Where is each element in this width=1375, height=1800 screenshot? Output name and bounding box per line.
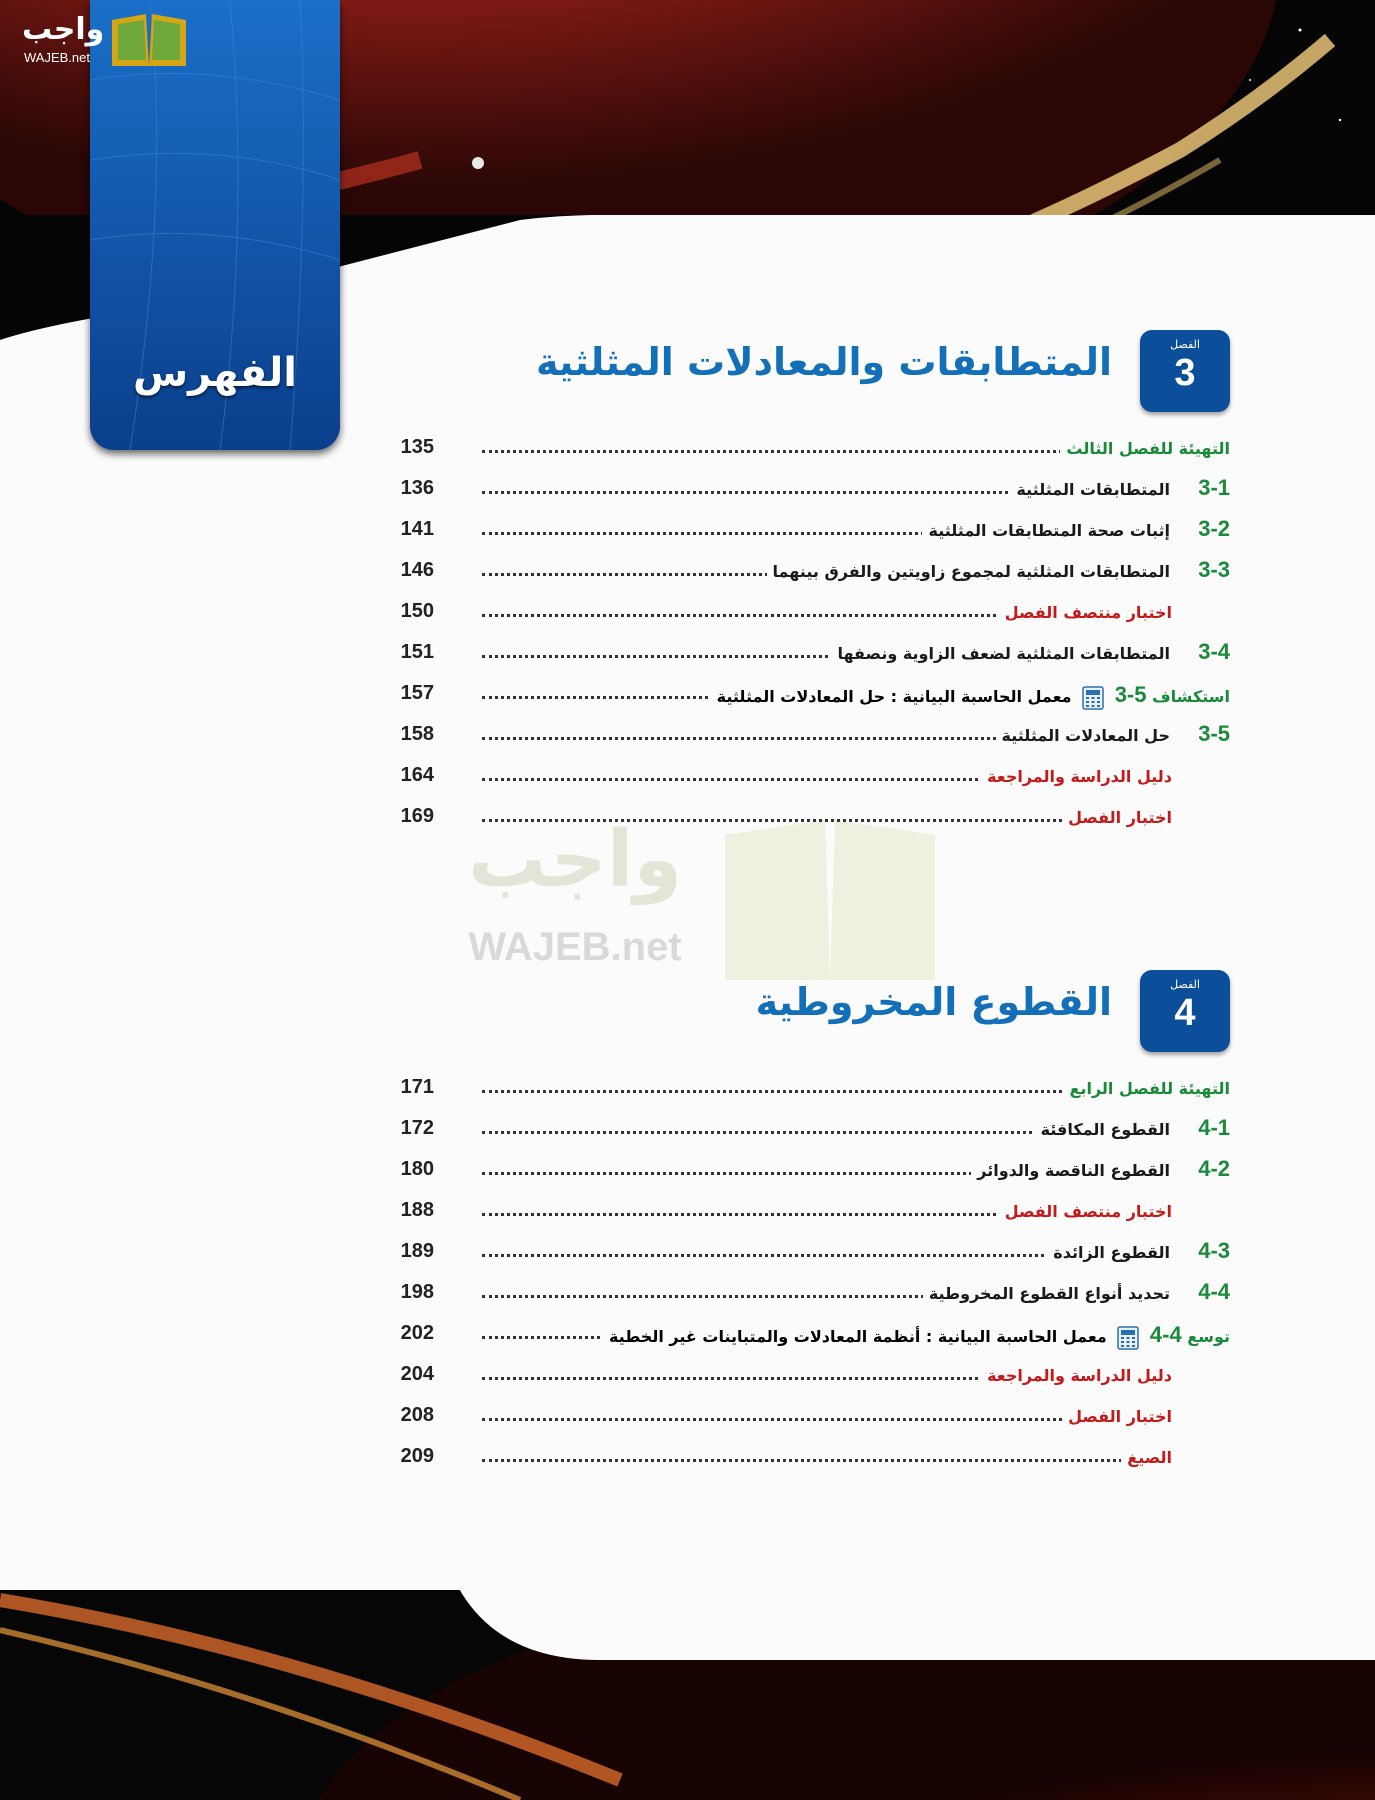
index-title: الفهرس (132, 350, 297, 396)
page-number: 136 (400, 477, 434, 499)
toc-item-title: معمل الحاسبة البيانية : أنظمة المعادلات والمتباينات غير الخطية (608, 1327, 1107, 1346)
lesson-code: 3-1 (1198, 475, 1230, 500)
chapter-4-section (400, 970, 1230, 1480)
toc-item[interactable] (400, 1316, 1230, 1357)
toc-item[interactable] (400, 676, 1230, 717)
chapter-badge-label: الفصل (1170, 978, 1200, 991)
toc-list (400, 430, 1230, 840)
toc-item-title: حل المعادلات المثلثية (996, 726, 1170, 745)
lesson-code: 3-5 (1114, 682, 1147, 707)
page-number: 169 (400, 805, 434, 827)
page-number: 141 (400, 518, 434, 540)
toc-item-prefix: توسع (1187, 1327, 1230, 1346)
calculator-icon (1081, 686, 1105, 710)
chapter-badge (1140, 970, 1230, 1052)
page-number: 202 (400, 1322, 434, 1344)
toc-item[interactable] (400, 594, 1230, 635)
toc-item[interactable] (400, 1152, 1230, 1193)
chapter-header (440, 970, 1230, 1070)
page-number: 189 (400, 1240, 434, 1262)
logo-arabic-text: واجب (22, 12, 105, 47)
page-number: 150 (400, 600, 434, 622)
toc-list (400, 1070, 1230, 1480)
chapter-title: القطوع المخروطية (755, 980, 1112, 1024)
page-number: 146 (400, 559, 434, 581)
page-number: 157 (400, 682, 434, 704)
toc-item-title: اختبار الفصل (1062, 1407, 1172, 1426)
chapter-title: المتطابقات والمعادلات المثلثية (535, 340, 1112, 384)
toc-item-title: اختبار منتصف الفصل (999, 603, 1172, 622)
toc-item-title: المتطابقات المثلثية (1010, 480, 1170, 499)
page-number: 180 (400, 1158, 434, 1180)
toc-item-title: التهيئة للفصل الثالث (1060, 439, 1230, 458)
toc-item[interactable] (400, 1357, 1230, 1398)
toc-item-title: دليل الدراسة والمراجعة (981, 767, 1172, 786)
calculator-icon (1116, 1326, 1140, 1350)
page-number: 188 (400, 1199, 434, 1221)
chapter-badge (1140, 330, 1230, 412)
toc-item[interactable] (400, 758, 1230, 799)
toc-item-title: دليل الدراسة والمراجعة (981, 1366, 1172, 1385)
toc-item-title: المتطابقات المثلثية لضعف الزاوية ونصفها (831, 644, 1170, 663)
toc-item-title: القطوع المكافئة (1035, 1120, 1170, 1139)
toc-item[interactable] (400, 1398, 1230, 1439)
chapter-3-section (400, 330, 1230, 840)
section-spacer (440, 840, 1230, 970)
toc-item[interactable] (400, 512, 1230, 553)
toc-item[interactable] (400, 1193, 1230, 1234)
toc-item-title: اختبار الفصل (1062, 808, 1172, 827)
toc-item-title: القطوع الزائدة (1047, 1243, 1170, 1262)
page-number: 171 (400, 1076, 434, 1098)
toc-item[interactable] (400, 1275, 1230, 1316)
page-number: 158 (400, 723, 434, 745)
lesson-code: 4-4 (1198, 1279, 1230, 1304)
toc-item[interactable] (400, 430, 1230, 471)
lesson-code: 4-2 (1198, 1156, 1230, 1181)
toc-content (400, 330, 1230, 1480)
chapter-badge-label: الفصل (1170, 338, 1200, 351)
lesson-code: 4-4 (1149, 1322, 1182, 1347)
toc-item-title: تحديد أنواع القطوع المخروطية (923, 1284, 1170, 1303)
lesson-code: 3-5 (1198, 721, 1230, 746)
toc-item[interactable] (400, 1234, 1230, 1275)
page-number: 208 (400, 1404, 434, 1426)
toc-item[interactable] (400, 1111, 1230, 1152)
page-number: 135 (400, 436, 434, 458)
toc-item[interactable] (400, 471, 1230, 512)
leader-dots (482, 1459, 1170, 1462)
wajeb-logo[interactable] (10, 4, 190, 70)
toc-item-explore (711, 682, 1230, 710)
toc-item-title: الصيغ (1121, 1448, 1172, 1467)
lesson-code: 4-1 (1198, 1115, 1230, 1140)
lesson-code: 3-2 (1198, 516, 1230, 541)
toc-item-prefix: استكشاف (1152, 687, 1230, 706)
toc-item-title: المتطابقات المثلثية لمجموع زاويتين والفرق بينهما (767, 562, 1171, 581)
page-number: 204 (400, 1363, 434, 1385)
toc-item-extend (603, 1322, 1230, 1350)
toc-item-title: القطوع الناقصة والدوائر (971, 1161, 1170, 1180)
chapter-number: 4 (1174, 992, 1196, 1034)
toc-item-title: معمل الحاسبة البيانية : حل المعادلات المثلثية (716, 687, 1072, 706)
toc-item[interactable] (400, 553, 1230, 594)
toc-item[interactable] (400, 799, 1230, 840)
toc-item-title: التهيئة للفصل الرابع (1064, 1079, 1230, 1098)
book-icon (108, 10, 190, 70)
lesson-code: 4-3 (1198, 1238, 1230, 1263)
toc-item-title: إثبات صحة المتطابقات المثلثية (922, 521, 1170, 540)
page-number: 198 (400, 1281, 434, 1303)
toc-item[interactable] (400, 1439, 1230, 1480)
toc-item[interactable] (400, 635, 1230, 676)
page-number: 164 (400, 764, 434, 786)
toc-item-title: اختبار منتصف الفصل (999, 1202, 1172, 1221)
logo-latin-text: WAJEB.net (24, 50, 90, 65)
page-number: 172 (400, 1117, 434, 1139)
toc-item[interactable] (400, 1070, 1230, 1111)
toc-item[interactable] (400, 717, 1230, 758)
lesson-code: 3-4 (1198, 639, 1230, 664)
chapter-number: 3 (1174, 352, 1196, 394)
page-number: 151 (400, 641, 434, 663)
page-number: 209 (400, 1445, 434, 1467)
lesson-code: 3-3 (1198, 557, 1230, 582)
chapter-header (440, 330, 1230, 430)
